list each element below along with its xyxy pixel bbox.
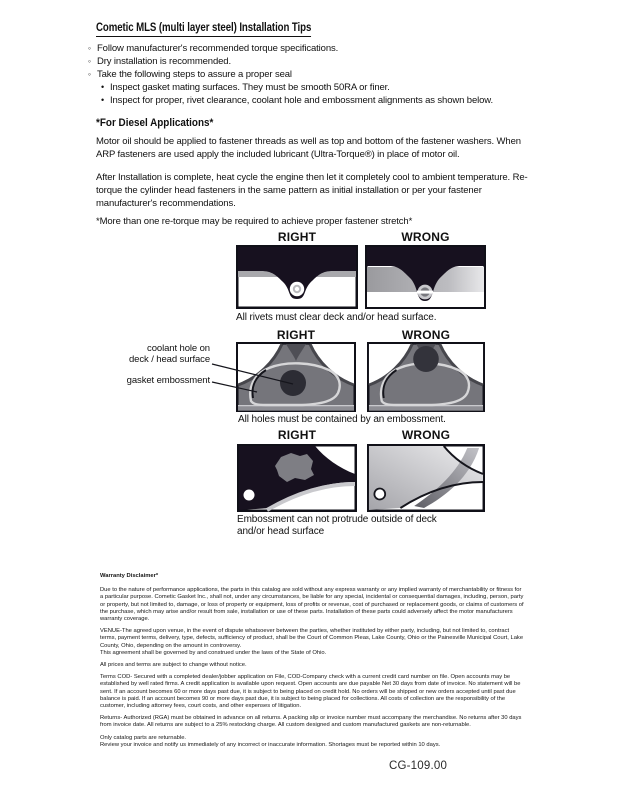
gasket-embossment-callout	[110, 376, 210, 387]
page-number: CG-109.00	[389, 760, 448, 772]
tip-sub-item	[101, 81, 558, 94]
tip-text: Inspect for proper, rivet clearance, coolant hole and embossment alignments as shown below.	[110, 95, 494, 106]
filled-bullet-icon: •	[101, 95, 105, 105]
tip-text: Take the following steps to assure a proper seal	[97, 69, 292, 80]
bolt-hole-icon	[374, 489, 385, 500]
open-bullet-icon: ◦	[88, 43, 91, 53]
warranty-disclaimer	[100, 573, 524, 749]
coolant-hole-callout	[110, 344, 210, 365]
diesel-paragraph-1: Motor oil should be applied to fastener threads as well as top and bottom of the fastener washers. When ARP fasteners are used apply the included lubricant (Ultra-Torque®) in place of motor oil.	[96, 136, 521, 161]
diagram-embossment-right-illustration	[237, 444, 357, 512]
tip-text: Follow manufacturer's recommended torque specifications.	[97, 43, 339, 54]
tip-text: Inspect gasket mating surfaces. They must be smooth 50RA or finer.	[110, 82, 390, 93]
disclaimer-paragraph: Returns- Authorized (RGA) must be obtained in advance on all returns. A packing slip or invoice number must accompany the merchandise. No returns after 30 days from invoice date. All returns are subject to a 25% restocking charge. All custom designed and custom manufactured gaskets are non-returnable.	[100, 715, 522, 729]
tip-item	[88, 55, 558, 68]
disclaimer-paragraph: Due to the nature of performance applications, the parts in this catalog are sold without any express warranty or any implied warranty of merchantability or fitness for a particular purpose. Cometic Gasket Inc., shall not, under any circumstances, be liable for any special, incidental or consequential damages, including, person, party or property, but not limited to, damage, or loss of property or equipment, loss of profits or revenue, cost of purchased or replacement goods, or claims of customers of the purchase, which may arise and/or result from sale, installation or use of these parts. Installation of these parts could adversely affect the motor manufacturers warranty coverage.	[100, 587, 524, 623]
page-title: Cometic MLS (multi layer steel) Installation Tips	[96, 22, 311, 37]
rivet-caption: All rivets must clear deck and/or head surface.	[236, 312, 437, 323]
coolant-hole-icon	[413, 346, 439, 372]
disclaimer-paragraph: This agreement shall be governed by and construed under the laws of the State of Ohio.	[100, 649, 327, 656]
callout-text: gasket embossment	[126, 375, 210, 386]
diagram-rivet-right-illustration	[236, 245, 358, 309]
diagram-rivet-wrong-illustration	[365, 245, 486, 309]
disclaimer-paragraph: All prices and terms are subject to change without notice.	[100, 662, 247, 669]
disclaimer-paragraph: Review your invoice and notify us immediately of any incorrect or inaccurate information. Shortages must be reported within 10 days.	[100, 741, 441, 748]
tips-list	[88, 42, 558, 107]
wrong-label: WRONG	[401, 230, 450, 244]
wrong-label: WRONG	[401, 428, 451, 442]
tip-text: Dry installation is recommended.	[97, 56, 231, 67]
tip-item	[88, 68, 558, 81]
callout-text: coolant hole on	[147, 343, 210, 354]
open-bullet-icon: ◦	[88, 69, 91, 79]
disclaimer-heading: Warranty Disclaimer*	[100, 573, 159, 579]
right-label: RIGHT	[276, 328, 316, 342]
diagram-hole-wrong-illustration	[367, 342, 485, 412]
right-label: RIGHT	[277, 428, 317, 442]
hole-caption: All holes must be contained by an embossment.	[238, 414, 446, 425]
retorque-note: *More than one re-torque may be required to achieve proper fastener stretch*	[96, 216, 413, 227]
wrong-label: WRONG	[401, 328, 451, 342]
diesel-heading: *For Diesel Applications*	[96, 117, 214, 129]
diesel-paragraph-2: After Installation is complete, heat cycle the engine then let it completely cool to ambient temperature. Re-torque the cylinder head fasteners in the same pattern as initial installation or per your fastener manufacturer's recommendations.	[96, 172, 528, 210]
right-label: RIGHT	[277, 230, 317, 244]
disclaimer-paragraph: Terms COD- Secured with a completed dealer/jobber application on File, COD-Company check with a current credit card number on file. Open accounts may be established by well rated firms. A credit application is available upon request. Open accounts are due payable Net 30 days from date of invoice. No statement will be sent. If an account becomes 60 or more days past due, it is subject to being placed on credit hold. No orders will be shipped or new orders accepted until past due balance is paid. If an account becomes 90 or more days past due, it is subject to being placed for collections. All costs of collection are the responsibility of the customer, including attorney fees, court costs, and other expenses of litigation.	[100, 674, 521, 710]
disclaimer-paragraph: VENUE-The agreed upon venue, in the event of dispute whatsoever between the parties, whether instituted by either party, including, but not limited to, contract terms, payment terms, delivery, type, defects, sufficiency of product, shall be the Court of Common Pleas, Lake County, Ohio or the Painesville Municipal Court, Lake County, Ohio, depending on the amount in controversy.	[100, 628, 524, 649]
bolt-hole-icon	[244, 490, 255, 501]
callout-pointer-lines	[205, 356, 305, 398]
open-bullet-icon: ◦	[88, 56, 91, 66]
disclaimer-paragraph: Only catalog parts are returnable.	[100, 734, 187, 741]
tip-item	[88, 42, 558, 55]
embossment-caption: Embossment can not protrude outside of deck and/or head surface	[237, 514, 437, 537]
tip-sub-item	[101, 94, 558, 107]
diagram-embossment-wrong-illustration	[367, 444, 485, 512]
callout-text: deck / head surface	[128, 353, 210, 365]
filled-bullet-icon: •	[101, 82, 105, 92]
